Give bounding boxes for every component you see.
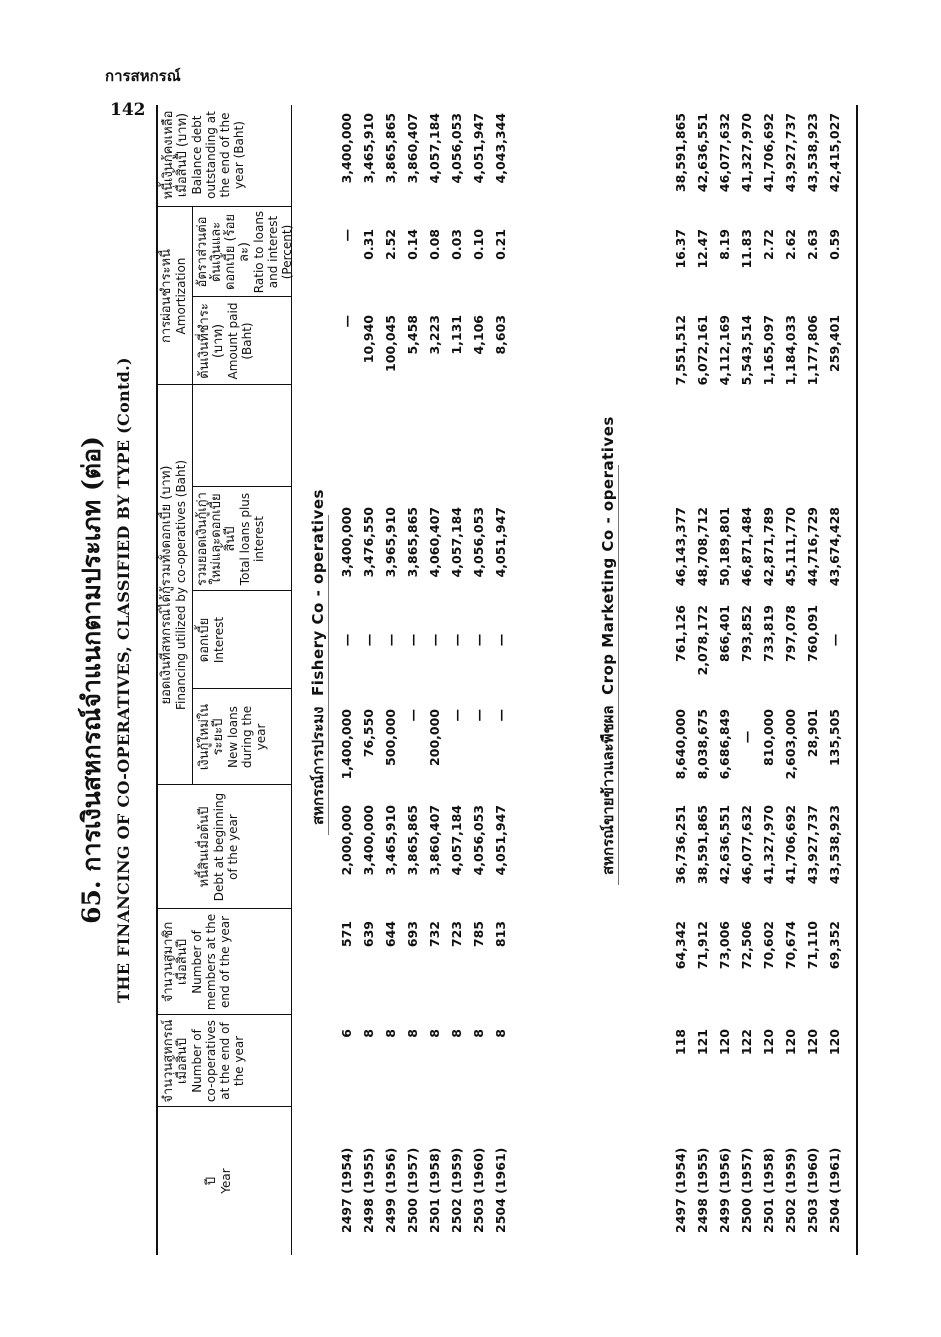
- cell-year: 2500 (1957): [405, 1147, 420, 1233]
- cell-ratio: 2.62: [783, 229, 798, 260]
- cell-coops: 118: [673, 1029, 688, 1056]
- cell-total-loans: 42,871,789: [761, 507, 776, 587]
- cell-new-loans: 28,901: [805, 709, 820, 758]
- cell-debt-beginning: 3,465,910: [383, 805, 398, 876]
- cell-year: 2499 (1956): [717, 1147, 732, 1233]
- cell-members: 70,602: [761, 921, 776, 970]
- cell-amount-paid: 5,543,514: [739, 315, 754, 386]
- cell-debt-beginning: 4,051,947: [493, 805, 508, 876]
- cell-year: 2498 (1955): [695, 1147, 710, 1233]
- col-rule-5: [192, 688, 291, 689]
- cell-year: 2501 (1958): [761, 1147, 776, 1233]
- cell-members: 693: [405, 921, 420, 948]
- cell-total-loans: 43,674,428: [827, 507, 842, 587]
- cell-year: 2503 (1960): [471, 1147, 486, 1233]
- cell-amount-paid: 1,177,806: [805, 315, 820, 386]
- cell-year: 2498 (1955): [361, 1147, 376, 1233]
- header-amount-paid: ต้นเงินที่ชำระ (บาท) Amount paid (Baht): [197, 302, 254, 380]
- table-row: [692, 105, 714, 1255]
- cell-balance: 4,056,053: [449, 113, 464, 184]
- cell-interest: 761,126: [673, 605, 688, 662]
- cell-interest: 866,401: [717, 605, 732, 662]
- cell-members: 71,110: [805, 921, 820, 970]
- cell-debt-beginning: 46,077,632: [739, 805, 754, 885]
- cell-year: 2504 (1961): [827, 1147, 842, 1233]
- cell-amount-paid: 4,112,169: [717, 315, 732, 386]
- cell-year: 2497 (1954): [339, 1147, 354, 1233]
- table-row: [758, 105, 780, 1255]
- cell-coops: 120: [761, 1029, 776, 1056]
- cell-year: 2499 (1956): [383, 1147, 398, 1233]
- cell-interest: —: [339, 633, 354, 647]
- cell-ratio: 2.72: [761, 229, 776, 260]
- cell-debt-beginning: 3,865,865: [405, 805, 420, 876]
- cell-new-loans: 2,603,000: [783, 709, 798, 780]
- cell-ratio: 0.03: [449, 229, 464, 260]
- table-row: [802, 105, 824, 1255]
- header-debt-beginning: หนี้สินเมื่อต้นปี Debt at beginning of the year: [197, 792, 240, 902]
- cell-coops: 8: [471, 1029, 486, 1038]
- table-row: [736, 105, 758, 1255]
- header-balance: หนี้เงินกู้คงเหลือเมื่อสิ้นปี (บาท) Balance debt outstanding at the end of the year (Baht): [161, 110, 246, 200]
- cell-new-loans: 6,686,849: [717, 709, 732, 780]
- fishery-rows: [336, 105, 512, 1255]
- cell-new-loans: 1,400,000: [339, 709, 354, 780]
- cell-total-loans: 3,965,910: [383, 507, 398, 578]
- cell-total-loans: 3,476,550: [361, 507, 376, 578]
- cell-ratio: 0.59: [827, 229, 842, 260]
- cell-amount-paid: 3,223: [427, 315, 442, 355]
- cell-balance: 3,865,865: [383, 113, 398, 184]
- cell-amount-paid: 1,131: [449, 315, 464, 355]
- table-row: [446, 105, 468, 1255]
- header-year: ปี Year: [204, 1168, 233, 1194]
- cell-interest: —: [449, 633, 464, 647]
- cell-members: 73,006: [717, 921, 732, 970]
- cell-debt-beginning: 41,706,692: [783, 805, 798, 885]
- cell-new-loans: 810,000: [761, 709, 776, 766]
- table-row: [714, 105, 736, 1255]
- cell-balance: 43,927,737: [783, 113, 798, 193]
- header-interest: ดอกเบี้ย Interest: [197, 616, 226, 664]
- section-title-crop-marketing: สหกรณ์ขายข้าวและพืชผล Crop Marketing Co - operatives: [599, 416, 617, 875]
- section-title-fishery: สหกรณ์การประมง Fishery Co - operatives: [309, 489, 327, 825]
- cell-members: 72,506: [739, 921, 754, 970]
- cell-debt-beginning: 2,000,000: [339, 805, 354, 876]
- cell-new-loans: —: [493, 709, 508, 722]
- cell-new-loans: 8,640,000: [673, 709, 688, 780]
- section-underline-crop: [618, 465, 619, 885]
- table-row: [824, 105, 846, 1255]
- cell-year: 2500 (1957): [739, 1147, 754, 1233]
- cell-debt-beginning: 43,538,923: [827, 805, 842, 885]
- table-row: [402, 105, 424, 1255]
- cell-balance: 41,706,692: [761, 113, 776, 193]
- cell-ratio: 2.63: [805, 229, 820, 260]
- table-row: [424, 105, 446, 1255]
- cell-year: 2502 (1959): [783, 1147, 798, 1233]
- cell-balance: 4,043,344: [493, 113, 508, 184]
- cell-amount-paid: 8,603: [493, 315, 508, 355]
- cell-ratio: 0.10: [471, 229, 486, 260]
- cell-ratio: 0.31: [361, 229, 376, 260]
- cell-debt-beginning: 4,056,053: [471, 805, 486, 876]
- cell-members: 639: [361, 921, 376, 948]
- cell-coops: 120: [783, 1029, 798, 1056]
- cell-coops: 120: [805, 1029, 820, 1056]
- table-row: [468, 105, 490, 1255]
- cell-amount-paid: 1,184,033: [783, 315, 798, 386]
- cell-coops: 8: [383, 1029, 398, 1038]
- cell-balance: 3,465,910: [361, 113, 376, 184]
- cell-debt-beginning: 4,057,184: [449, 805, 464, 876]
- header-number-of-members: จำนวนสมาชิก เมื่อสิ้นปี Number of members at the end of the year: [161, 913, 232, 1011]
- cell-interest: —: [827, 633, 842, 647]
- col-rule-9: [192, 296, 291, 297]
- cell-year: 2501 (1958): [427, 1147, 442, 1233]
- cell-interest: 793,852: [739, 605, 754, 662]
- cell-debt-beginning: 42,636,551: [717, 805, 732, 885]
- cell-members: 64,342: [673, 921, 688, 970]
- table-row: [670, 105, 692, 1255]
- table-row: [780, 105, 802, 1255]
- cell-new-loans: —: [739, 730, 754, 744]
- cell-debt-beginning: 41,327,970: [761, 805, 776, 885]
- col-rule-2: [156, 1014, 291, 1015]
- cell-total-loans: 4,057,184: [449, 507, 464, 578]
- cell-ratio: 2.52: [383, 229, 398, 260]
- table-row: [336, 105, 358, 1255]
- cell-balance: 4,057,184: [427, 113, 442, 184]
- cell-interest: 2,078,172: [695, 605, 710, 676]
- cell-amount-paid: 5,458: [405, 315, 420, 355]
- cell-new-loans: —: [471, 709, 486, 722]
- cell-ratio: 16.37: [673, 229, 688, 269]
- cell-members: 732: [427, 921, 442, 948]
- cell-new-loans: 500,000: [383, 709, 398, 766]
- cell-year: 2503 (1960): [805, 1147, 820, 1233]
- cell-amount-paid: 1,165,097: [761, 315, 776, 386]
- table-row: [380, 105, 402, 1255]
- cell-debt-beginning: 43,927,737: [805, 805, 820, 885]
- cell-debt-beginning: 36,736,251: [673, 805, 688, 885]
- cell-total-loans: 3,865,865: [405, 507, 420, 578]
- cell-year: 2497 (1954): [673, 1147, 688, 1233]
- cell-balance: 42,636,551: [695, 113, 710, 193]
- cell-coops: 6: [339, 1029, 354, 1038]
- cell-members: 723: [449, 921, 464, 948]
- section-underline-fishery: [328, 515, 329, 835]
- cell-ratio: 11.83: [739, 229, 754, 269]
- header-financing-group: ยอดเงินที่สหกรณ์ได้กู้รวมทั้งดอกเบี้ย (บาท) Financing utilized by co-operatives (Baht): [159, 459, 188, 711]
- cell-interest: —: [361, 633, 376, 647]
- cell-ratio: 0.08: [427, 229, 442, 260]
- cell-members: 70,674: [783, 921, 798, 970]
- cell-total-loans: 4,056,053: [471, 507, 486, 578]
- cell-new-loans: 200,000: [427, 709, 442, 766]
- cell-total-loans: 50,189,801: [717, 507, 732, 587]
- cell-amount-paid: —: [339, 315, 354, 328]
- rotated-table-page: [70, 105, 860, 1255]
- cell-members: 71,912: [695, 921, 710, 970]
- cell-members: 571: [339, 921, 354, 948]
- cell-coops: 121: [695, 1029, 710, 1056]
- cell-interest: 760,091: [805, 605, 820, 662]
- cell-interest: 797,078: [783, 605, 798, 662]
- cell-balance: 43,538,923: [805, 113, 820, 193]
- cell-balance: 3,860,407: [405, 113, 420, 184]
- cell-coops: 8: [427, 1029, 442, 1038]
- cell-interest: —: [405, 633, 420, 647]
- cell-interest: —: [471, 633, 486, 647]
- cell-coops: 8: [361, 1029, 376, 1038]
- col-rule-3: [156, 908, 291, 909]
- cell-interest: —: [427, 633, 442, 647]
- cell-ratio: 12.47: [695, 229, 710, 269]
- cell-total-loans: 4,051,947: [493, 507, 508, 578]
- cell-new-loans: 135,505: [827, 709, 842, 766]
- table-title-english: THE FINANCING OF CO-OPERATIVES, CLASSIFIED BY TYPE (Contd.): [114, 357, 133, 1003]
- cell-coops: 8: [493, 1029, 508, 1038]
- cell-year: 2504 (1961): [493, 1147, 508, 1233]
- cell-debt-beginning: 3,400,000: [361, 805, 376, 876]
- cell-amount-paid: 7,551,512: [673, 315, 688, 386]
- cell-members: 644: [383, 921, 398, 948]
- cell-ratio: 8.19: [717, 229, 732, 260]
- cell-total-loans: 46,143,377: [673, 507, 688, 587]
- page-header-thai: การสหกรณ์: [105, 67, 181, 85]
- cell-amount-paid: 259,401: [827, 315, 842, 372]
- cell-year: 2502 (1959): [449, 1147, 464, 1233]
- header-total-loans: รวมยอดเงินกู้เก่าใหม่และดอกเบี้ยสิ้นปี Total loans plus interest: [195, 492, 266, 586]
- cell-debt-beginning: 38,591,865: [695, 805, 710, 885]
- table-row: [490, 105, 512, 1255]
- cell-amount-paid: 100,045: [383, 315, 398, 372]
- col-rule-6: [192, 590, 291, 591]
- cell-members: 813: [493, 921, 508, 948]
- cell-new-loans: —: [405, 709, 420, 722]
- cell-coops: 8: [449, 1029, 464, 1038]
- cell-total-loans: 3,400,000: [339, 507, 354, 578]
- cell-balance: 4,051,947: [471, 113, 486, 184]
- cell-ratio: —: [339, 229, 354, 242]
- top-rule: [156, 105, 158, 1255]
- cell-amount-paid: 6,072,161: [695, 315, 710, 386]
- cell-coops: 8: [405, 1029, 420, 1038]
- financing-group-rule: [192, 385, 193, 785]
- header-new-loans: เงินกู้ใหม่ในระยะปี New loans during the year: [197, 703, 268, 771]
- header-amortization-group: การผ่อนชำระหนี้ Amortization: [159, 249, 188, 344]
- col-rule-7: [192, 486, 291, 487]
- cell-interest: 733,819: [761, 605, 776, 662]
- cell-balance: 41,327,970: [739, 113, 754, 193]
- crop-marketing-rows: [670, 105, 846, 1255]
- cell-total-loans: 45,111,770: [783, 507, 798, 587]
- cell-amount-paid: 10,940: [361, 315, 376, 364]
- header-number-of-coops: จำนวนสหกรณ์ เมื่อสิ้นปี Number of co-operatives at the end of the year: [161, 1019, 246, 1103]
- cell-new-loans: 76,550: [361, 709, 376, 758]
- page-number: 142: [110, 100, 146, 120]
- cell-coops: 122: [739, 1029, 754, 1056]
- cell-coops: 120: [717, 1029, 732, 1056]
- cell-ratio: 0.14: [405, 229, 420, 260]
- cell-ratio: 0.21: [493, 229, 508, 260]
- cell-balance: 46,077,632: [717, 113, 732, 193]
- cell-coops: 120: [827, 1029, 842, 1056]
- cell-total-loans: 46,871,484: [739, 507, 754, 587]
- cell-total-loans: 48,708,712: [695, 507, 710, 587]
- cell-members: 69,352: [827, 921, 842, 970]
- cell-total-loans: 44,716,729: [805, 507, 820, 587]
- cell-total-loans: 4,060,407: [427, 507, 442, 578]
- cell-balance: 38,591,865: [673, 113, 688, 193]
- bottom-rule: [856, 105, 858, 1255]
- header-ratio: อัตราส่วนต่อต้นเงินและดอกเบี้ย (ร้อยละ) Ratio to loans and interest (Percent): [195, 210, 294, 294]
- cell-interest: —: [493, 633, 508, 647]
- cell-new-loans: 8,038,675: [695, 709, 710, 780]
- cell-balance: 3,400,000: [339, 113, 354, 184]
- cell-interest: —: [383, 633, 398, 647]
- table-row: [358, 105, 380, 1255]
- cell-debt-beginning: 3,860,407: [427, 805, 442, 876]
- cell-amount-paid: 4,106: [471, 315, 486, 355]
- cell-new-loans: —: [449, 709, 464, 722]
- cell-members: 785: [471, 921, 486, 948]
- cell-balance: 42,415,027: [827, 113, 842, 193]
- table-title-thai: 65. การเงินสหกรณ์จำแนกตามประเภท (ต่อ): [77, 436, 106, 924]
